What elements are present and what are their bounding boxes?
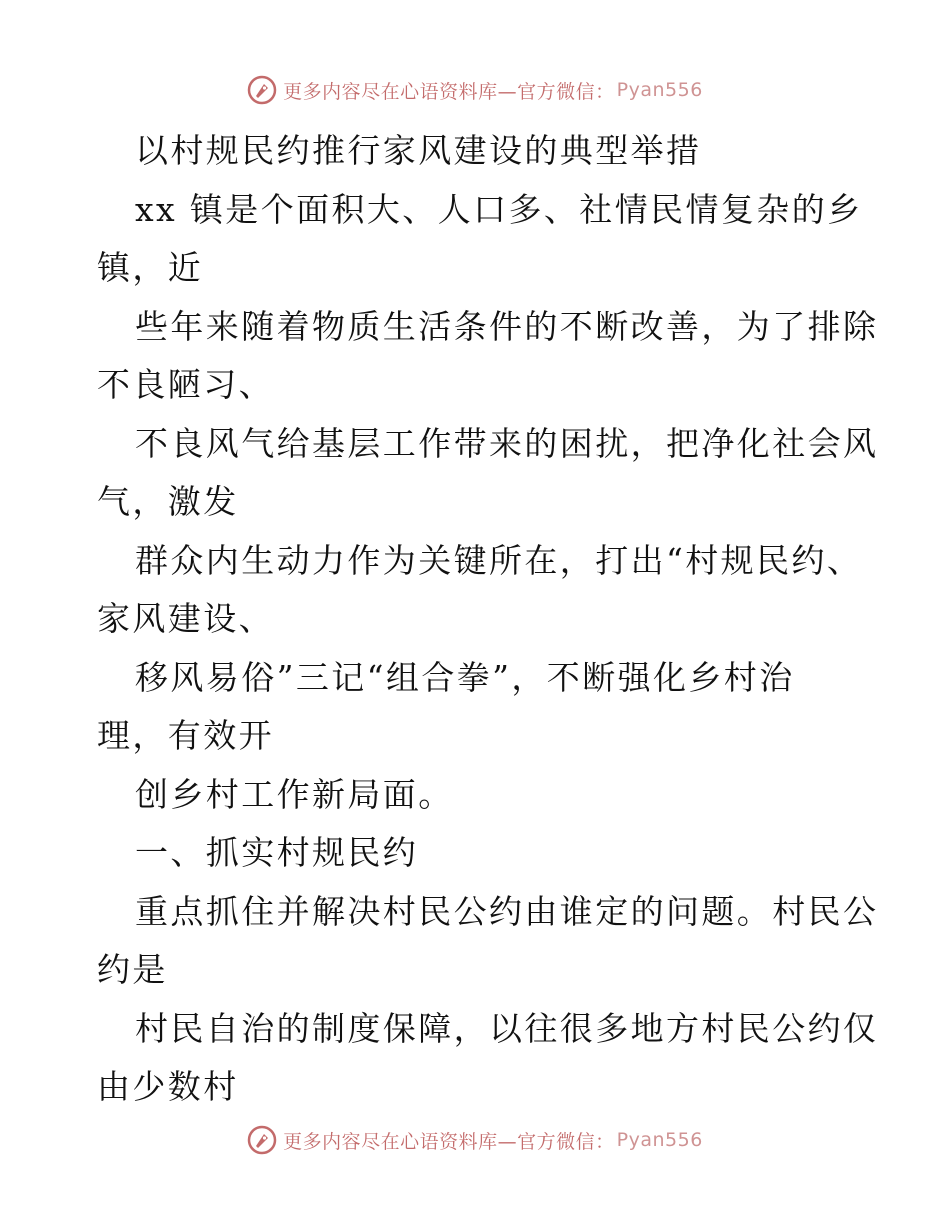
watermark-text: 更多内容尽在心语资料库—官方微信： [283, 1130, 615, 1153]
text-line: 重点抓住并解决村民公约由谁定的问题。村民公 [135, 891, 879, 931]
text-line: 一、抓实村规民约 [135, 833, 419, 872]
text-line: 村民自治的制度保障，以往很多地方村民公约仅 [135, 1008, 879, 1048]
header-watermark [0, 70, 950, 110]
text-line: 不良陋习、 [97, 365, 274, 404]
text-line: 以村规民约推行家风建设的典型举措 [135, 131, 702, 170]
pen-nib-icon [247, 75, 277, 105]
text-line: 创乡村工作新局面。 [135, 774, 454, 814]
text-line: 不良风气给基层工作带来的困扰，把净化社会风 [135, 423, 879, 463]
text-line: 气，激发 [97, 482, 239, 521]
watermark-text: 更多内容尽在心语资料库—官方微信： [283, 80, 615, 103]
text-line: 家风建设、 [97, 599, 274, 638]
text-line: 理，有效开 [97, 716, 274, 755]
text-line: 由少数村 [97, 1067, 239, 1106]
watermark-account: Pyan556 [616, 1129, 703, 1151]
text-line: 镇，近 [97, 248, 204, 287]
watermark-account: Pyan556 [616, 79, 703, 101]
text-line: xx 镇是个面积大、人口多、社情民情复杂的乡 [135, 189, 863, 229]
text-line: 些年来随着物质生活条件的不断改善，为了排除 [135, 306, 879, 346]
text-line: 群众内生动力作为关键所在，打出“村规民约、 [135, 540, 863, 580]
pen-nib-icon [247, 1125, 277, 1155]
document-body [97, 122, 879, 1117]
text-line: 约是 [97, 950, 168, 989]
text-line: 移风易俗”三记“组合拳”，不断强化乡村治 [135, 657, 795, 697]
footer-watermark [0, 1120, 950, 1160]
